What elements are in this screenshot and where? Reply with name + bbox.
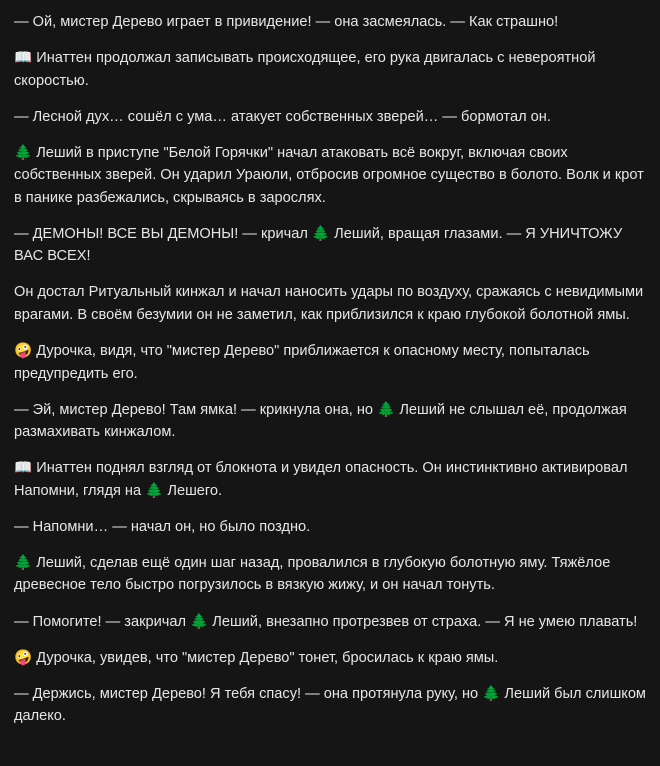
paragraph: — Держись, мистер Дерево! Я тебя спасу! — она протянула руку, но 🌲 Леший был слишком далеко. [14, 685, 646, 725]
paragraph: — Напомни… — начал он, но было поздно. [14, 518, 311, 535]
paragraph: — Лесной дух… сошёл с ума… атакует собственных зверей… — бормотал он. [14, 108, 551, 125]
paragraph: 🌲 Леший, сделав ещё один шаг назад, провалился в глубокую болотную яму. Тяжёлое древесное тело быстро погрузилось в вязкую жижу, и он начал тонуть. [14, 554, 611, 594]
story-text [14, 0, 646, 741]
paragraph: Он достал Ритуальный кинжал и начал наносить удары по воздуху, сражаясь с невидимыми врагами. В своём безумии он не заметил, как приблизился к краю глубокой болотной ямы. [14, 284, 644, 323]
paragraph: — Ой, мистер Дерево играет в привидение! — она засмеялась. — Как страшно! [14, 14, 559, 30]
paragraph: — Эй, мистер Дерево! Там ямка! — крикнула она, но 🌲 Леший не слышал её, продолжая размахивать кинжалом. [14, 401, 627, 441]
paragraph: 🌲 Леший в приступе "Белой Горячки" начал атаковать всё вокруг, включая своих собственных зверей. Он ударил Ураюли, отбросив огромное существо в болото. Волк и крот в панике разбежались, скрываясь в зарослях. [14, 144, 644, 206]
paragraph: — ДЕМОНЫ! ВСЕ ВЫ ДЕМОНЫ! — кричал 🌲 Леший, вращая глазами. — Я УНИЧТОЖУ ВАС ВСЕХ! [14, 225, 623, 265]
paragraph: 🤪 Дурочка, видя, что "мистер Дерево" приближается к опасному месту, попыталась предупредить его. [14, 343, 590, 382]
paragraph: — Помогите! — закричал 🌲 Леший, внезапно протрезвев от страха. — Я не умею плавать! [14, 613, 638, 630]
paragraph: 📖 Инаттен продолжал записывать происходящее, его рука двигалась с невероятной скоростью. [14, 50, 596, 89]
paragraph: 🤪 Дурочка, увидев, что "мистер Дерево" тонет, бросилась к краю ямы. [14, 649, 499, 666]
paragraph: 📖 Инаттен поднял взгляд от блокнота и увидел опасность. Он инстинктивно активировал Напомни, глядя на 🌲 Лешего. [14, 460, 628, 499]
